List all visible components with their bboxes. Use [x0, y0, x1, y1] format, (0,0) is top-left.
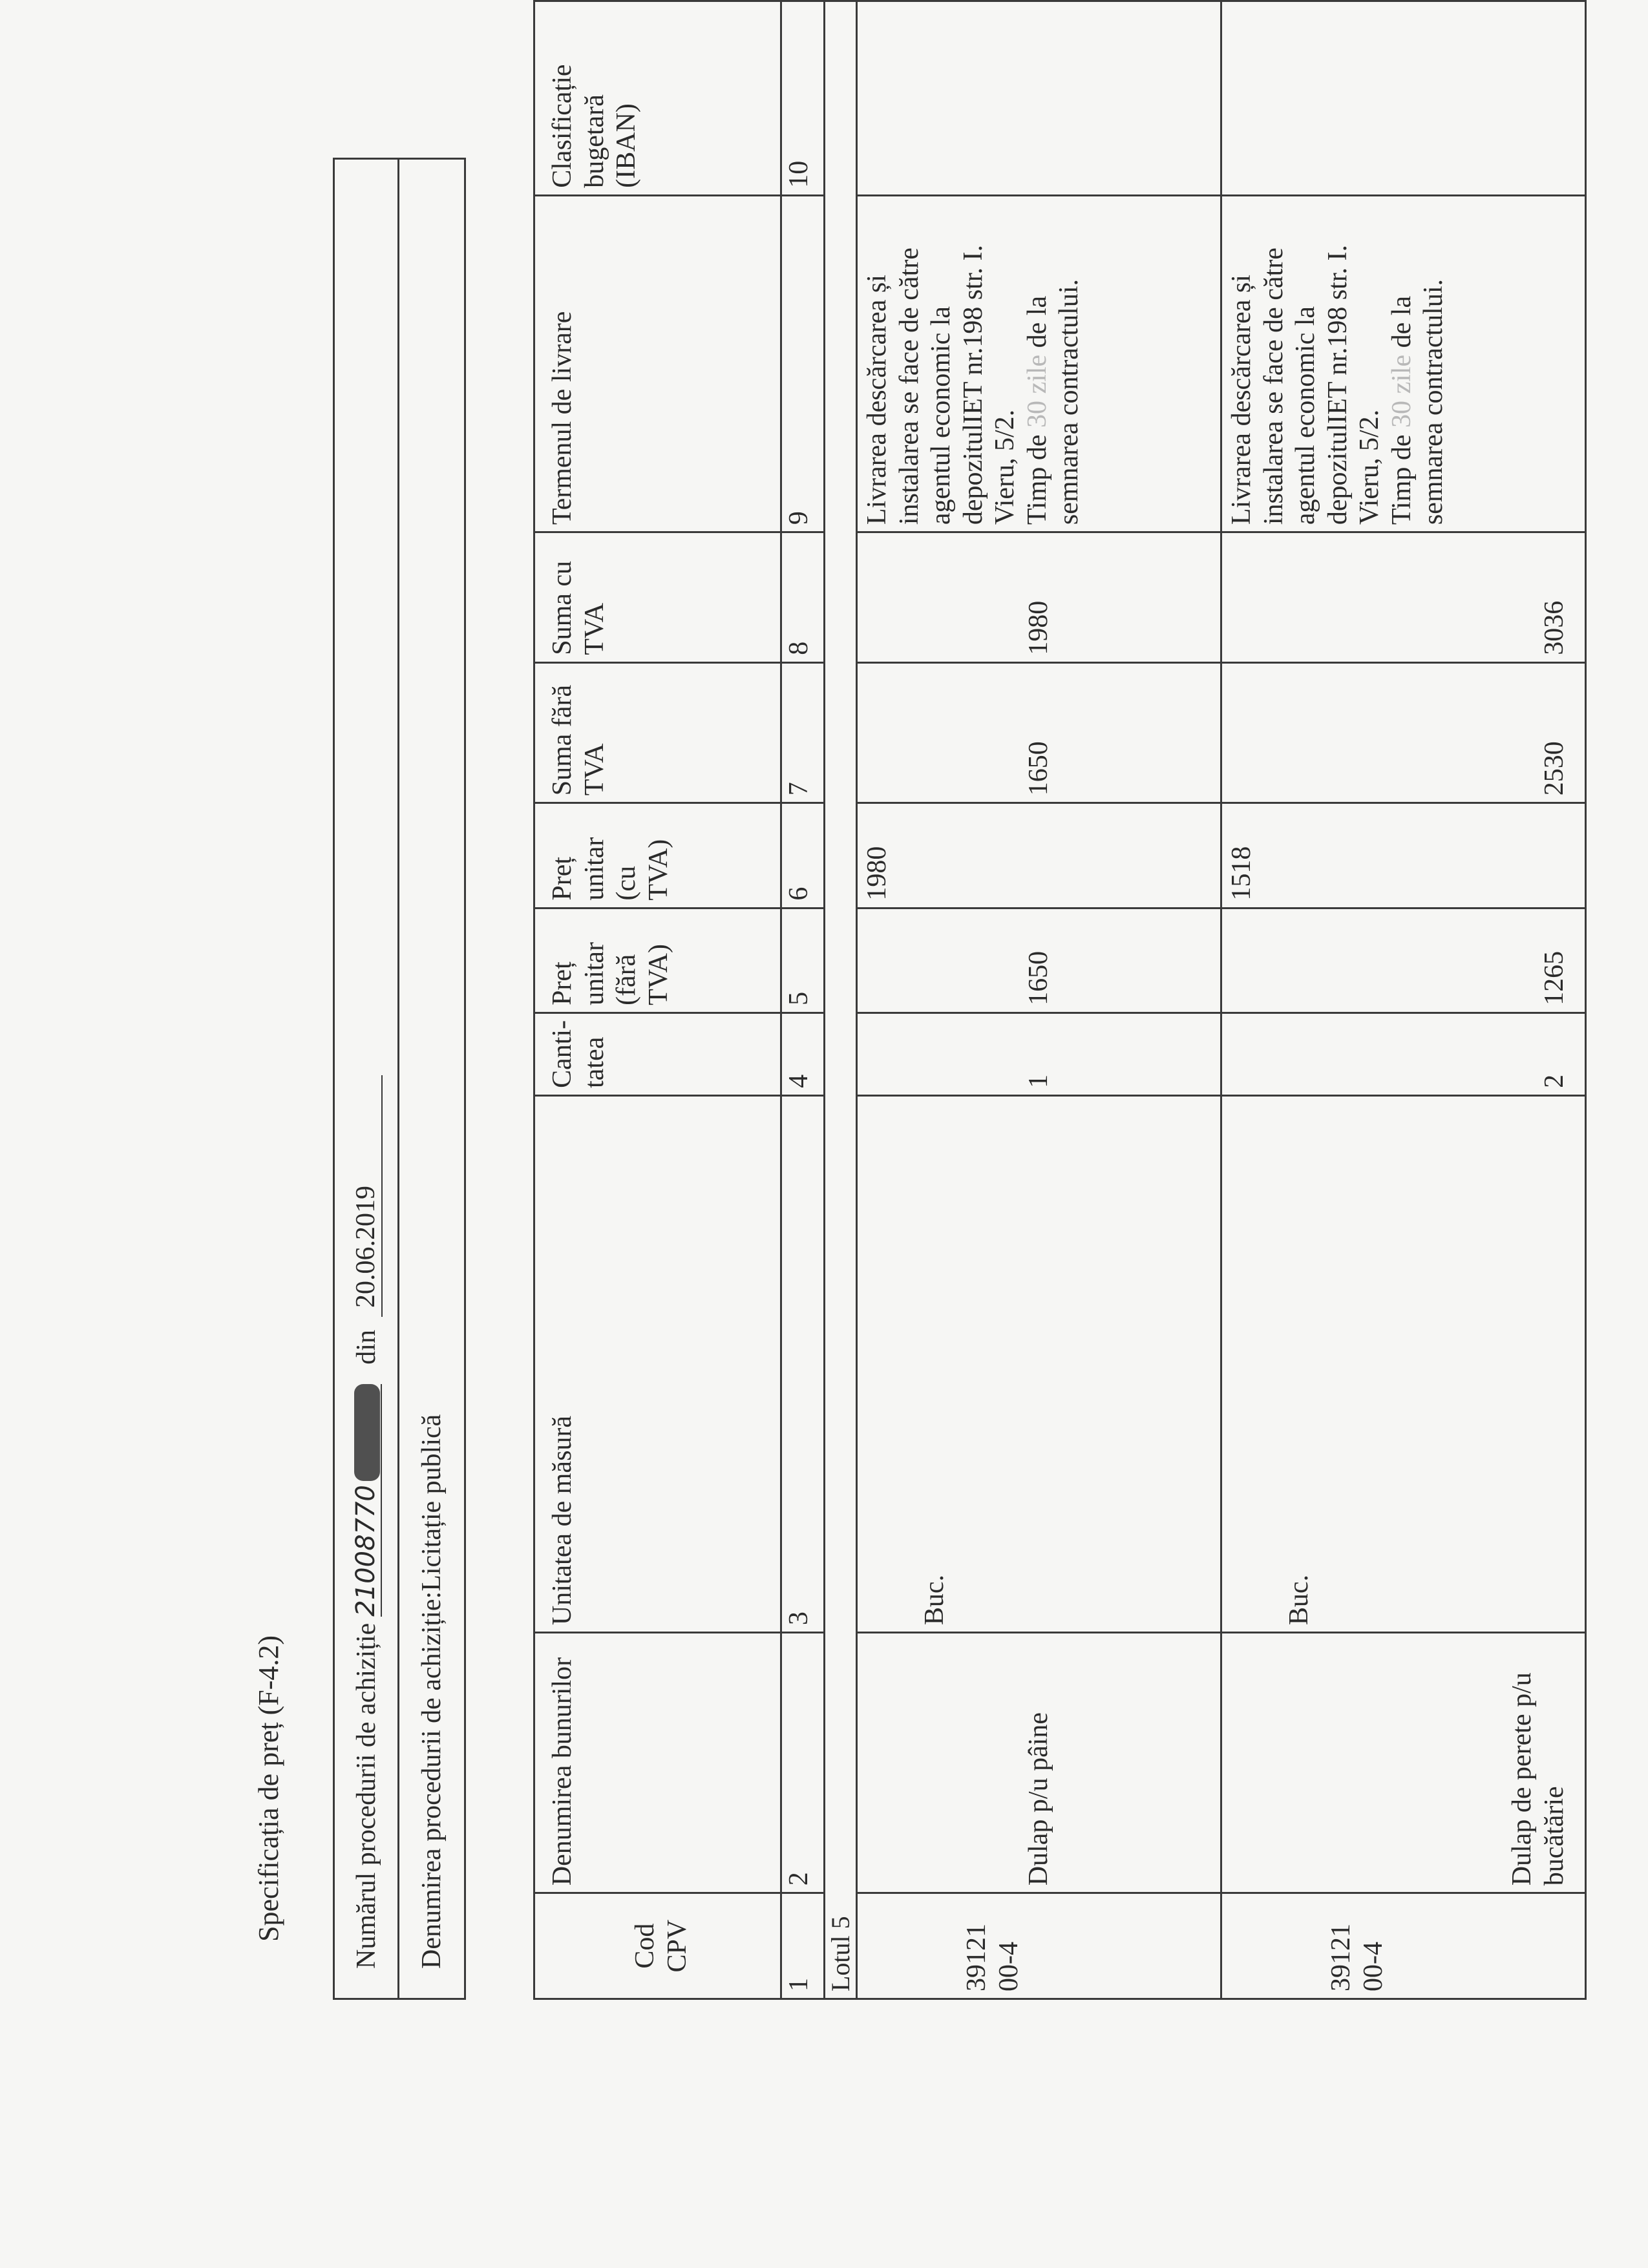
header-cod-cpv: Cod CPV: [534, 1893, 781, 1999]
unit-of-measure: Buc.: [857, 1095, 1221, 1632]
table-row: [857, 1, 1221, 1999]
handwritten-scribble-icon: [354, 1384, 380, 1481]
delivery-rest: de la semnarea contractului.: [1022, 279, 1084, 525]
column-number: 3: [781, 1095, 825, 1632]
column-number: 1: [781, 1893, 825, 1999]
sum-vat: 3036: [1221, 532, 1586, 663]
unit-price-vat: 1518: [1221, 803, 1586, 908]
table-header-row: [534, 1, 781, 1999]
header-pret-unitar-fara-tva: Preț unitar (fără TVA): [534, 908, 781, 1013]
procedure-number-value: 21008770: [350, 1485, 381, 1617]
procedure-number-field: [351, 1384, 382, 1617]
procedure-name-label: Denumirea procedurii de achiziție:: [417, 1591, 447, 1969]
lot-label: Lotul 5: [825, 1, 857, 1999]
header-unitatea-de-masura: Unitatea de măsură: [534, 1095, 781, 1632]
budget-classification: [1221, 1, 1586, 196]
delivery-terms: [857, 195, 1221, 532]
delivery-terms: [1221, 195, 1586, 532]
header-cantitatea: Canti-tatea: [534, 1013, 781, 1095]
delivery-timp: Timp de: [1386, 434, 1417, 525]
column-number: 4: [781, 1013, 825, 1095]
header-suma-fara-tva: Suma fără TVA: [534, 662, 781, 803]
delivery-timp: Timp de: [1022, 434, 1052, 525]
delivery-text: Livrarea descărcarea și instalarea se face de către agentul economic la depozitulIET nr.198 str. I. Vieru, 5/2.: [862, 244, 1020, 525]
quantity: 1: [857, 1013, 1221, 1095]
unit-of-measure: Buc.: [1221, 1095, 1586, 1632]
header-denumirea-bunurilor: Denumirea bunurilor: [534, 1633, 781, 1893]
procedure-date-value: 20.06.2019: [350, 1075, 383, 1317]
column-number: 7: [781, 662, 825, 803]
lot-row: [825, 1, 857, 1999]
unit-price-no-vat: 1650: [857, 908, 1221, 1013]
price-specification-table: [533, 0, 1587, 2000]
sum-vat: 1980: [857, 532, 1221, 663]
column-number: 6: [781, 803, 825, 908]
sum-no-vat: 1650: [857, 662, 1221, 803]
goods-name: Dulap p/u pâine: [857, 1633, 1221, 1893]
procedure-name-row: [399, 160, 464, 1998]
column-number-row: [781, 1, 825, 1999]
column-number: 2: [781, 1633, 825, 1893]
delivery-rest: de la semnarea contractului.: [1386, 279, 1449, 525]
budget-classification: [857, 1, 1221, 196]
cpv-code: 39121 00-4: [857, 1893, 1221, 1999]
header-suma-cu-tva: Suma cu TVA: [534, 532, 781, 663]
procedure-date-label: din: [351, 1330, 381, 1365]
procedure-number-label: Numărul procedurii de achiziție: [351, 1622, 381, 1969]
procedure-number-row: [335, 160, 399, 1998]
column-number: 5: [781, 908, 825, 1013]
header-clasificatie-bugetara: Clasificație bugetară (IBAN): [534, 1, 781, 196]
delivery-days: 30 zile: [1386, 354, 1417, 428]
cpv-code: 39121 00-4: [1221, 1893, 1586, 1999]
table-row: [1221, 1, 1586, 1999]
document-title: Specificația de preț (F-4.2): [253, 1635, 284, 1942]
unit-price-vat: 1980: [857, 803, 1221, 908]
quantity: 2: [1221, 1013, 1586, 1095]
delivery-text: Livrarea descărcarea și instalarea se face de către agentul economic la depozitulIET nr.198 str. I. Vieru, 5/2.: [1227, 244, 1385, 525]
delivery-days: 30 zile: [1022, 354, 1052, 428]
header-termenul-de-livrare: Termenul de livrare: [534, 195, 781, 532]
procedure-name-value: Licitație publică: [417, 1414, 447, 1591]
header-pret-unitar-cu-tva: Preț unitar (cu TVA): [534, 803, 781, 908]
procedure-info-box: [333, 158, 466, 2000]
column-number: 10: [781, 1, 825, 196]
column-number: 9: [781, 195, 825, 532]
goods-name: Dulap de perete p/u bucătărie: [1221, 1633, 1586, 1893]
column-number: 8: [781, 532, 825, 663]
unit-price-no-vat: 1265: [1221, 908, 1586, 1013]
sum-no-vat: 2530: [1221, 662, 1586, 803]
